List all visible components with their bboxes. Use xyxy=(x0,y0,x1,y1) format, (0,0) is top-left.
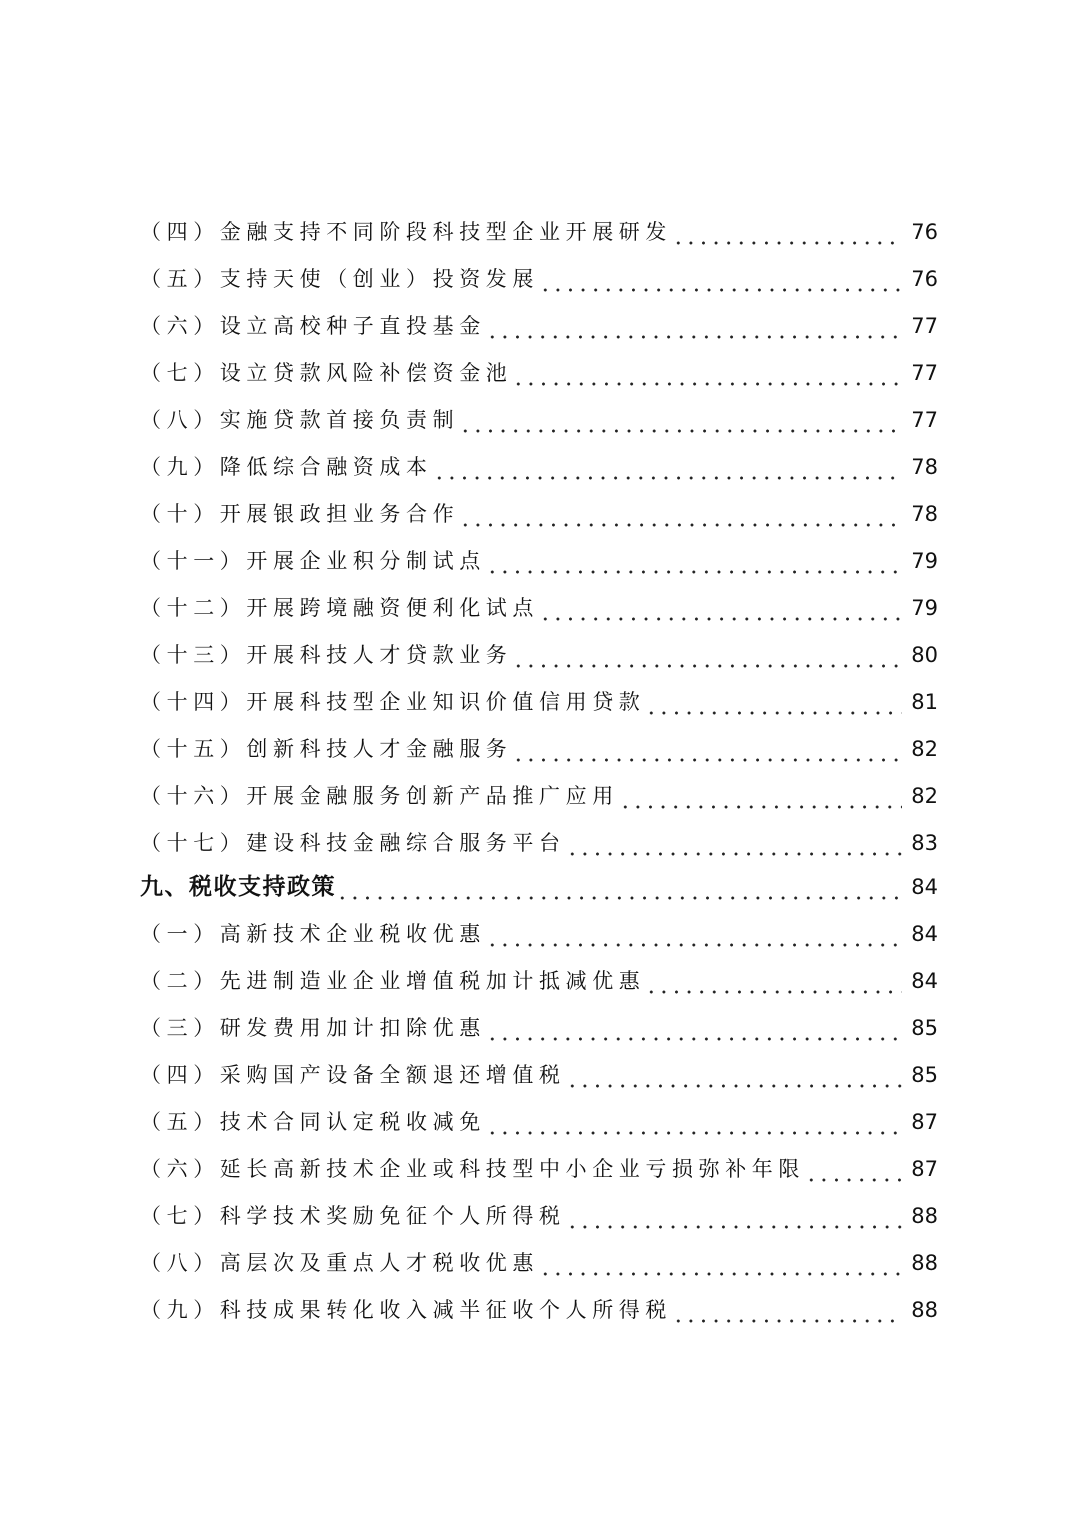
toc-entry[interactable] xyxy=(140,200,938,247)
dot-leader xyxy=(619,781,902,811)
toc-entry[interactable] xyxy=(140,670,938,717)
toc-section-heading[interactable] xyxy=(140,858,938,902)
toc-page-number: 85 xyxy=(911,1063,938,1087)
dot-leader xyxy=(512,734,902,764)
toc-entry[interactable] xyxy=(140,949,938,996)
toc-entry-title: 九、税收支持政策 xyxy=(140,874,336,900)
toc-page-number: 88 xyxy=(911,1251,938,1275)
dot-leader xyxy=(486,1013,902,1043)
toc-entry[interactable] xyxy=(140,1184,938,1231)
toc-page-number: 84 xyxy=(911,922,938,946)
dot-leader xyxy=(566,1060,902,1090)
dot-leader xyxy=(486,311,902,341)
toc-page-number: 81 xyxy=(911,690,938,714)
dot-leader xyxy=(539,1248,902,1278)
toc-entry-title: （十三）开展科技人才贷款业务 xyxy=(140,643,513,667)
dot-leader xyxy=(539,264,902,294)
toc-entry-title: （十）开展银政担业务合作 xyxy=(140,502,460,526)
toc-page-number: 82 xyxy=(911,784,938,808)
toc-entry[interactable] xyxy=(140,1043,938,1090)
toc-page-number: 83 xyxy=(911,831,938,855)
toc-entry-title: （十六）开展金融服务创新产品推广应用 xyxy=(140,784,619,808)
dot-leader xyxy=(512,358,902,388)
toc-entry[interactable] xyxy=(140,529,938,576)
toc-entry[interactable] xyxy=(140,435,938,482)
toc-page-number: 88 xyxy=(911,1204,938,1228)
toc-page-number: 77 xyxy=(911,314,938,338)
toc-entry[interactable] xyxy=(140,388,938,435)
toc-page-number: 87 xyxy=(911,1110,938,1134)
toc-entry[interactable] xyxy=(140,717,938,764)
dot-leader xyxy=(672,1295,902,1325)
dot-leader xyxy=(486,1107,902,1137)
toc-entry[interactable] xyxy=(140,1278,938,1325)
toc-entry-title: （四）采购国产设备全额退还增值税 xyxy=(140,1063,566,1087)
dot-leader xyxy=(486,919,902,949)
toc-entry-title: （五）支持天使（创业）投资发展 xyxy=(140,267,539,291)
dot-leader xyxy=(566,828,902,858)
toc-page-number: 87 xyxy=(911,1157,938,1181)
toc-page-number: 85 xyxy=(911,1016,938,1040)
toc-page-number: 77 xyxy=(911,408,938,432)
dot-leader xyxy=(512,640,902,670)
toc-entry[interactable] xyxy=(140,996,938,1043)
toc-page-number: 84 xyxy=(911,969,938,993)
toc-entry[interactable] xyxy=(140,811,938,858)
dot-leader xyxy=(486,546,902,576)
toc-entry[interactable] xyxy=(140,1137,938,1184)
dot-leader xyxy=(336,872,902,902)
toc-entry[interactable] xyxy=(140,902,938,949)
toc-entry-title: （三）研发费用加计扣除优惠 xyxy=(140,1016,486,1040)
toc-entry-title: （五）技术合同认定税收减免 xyxy=(140,1110,486,1134)
toc-entry-title: （九）降低综合融资成本 xyxy=(140,455,433,479)
dot-leader xyxy=(459,405,902,435)
dot-leader xyxy=(459,499,902,529)
toc-entry-title: （七）科学技术奖励免征个人所得税 xyxy=(140,1204,566,1228)
toc-page-number: 82 xyxy=(911,737,938,761)
toc-entry-title: （十二）开展跨境融资便利化试点 xyxy=(140,596,539,620)
dot-leader xyxy=(805,1154,902,1184)
toc-entry-title: （十五）创新科技人才金融服务 xyxy=(140,737,513,761)
toc-page-number: 78 xyxy=(911,502,938,526)
toc-page-number: 79 xyxy=(911,549,938,573)
toc-page-number: 76 xyxy=(911,220,938,244)
toc-entry-title: （十一）开展企业积分制试点 xyxy=(140,549,486,573)
dot-leader xyxy=(566,1201,902,1231)
toc-entry[interactable] xyxy=(140,1231,938,1278)
toc-entry-title: （八）实施贷款首接负责制 xyxy=(140,408,460,432)
toc-entry[interactable] xyxy=(140,576,938,623)
toc-page-number: 80 xyxy=(911,643,938,667)
dot-leader xyxy=(645,966,902,996)
toc-entry[interactable] xyxy=(140,247,938,294)
toc-entry-title: （六）设立高校种子直投基金 xyxy=(140,314,486,338)
dot-leader xyxy=(672,217,902,247)
dot-leader xyxy=(433,452,902,482)
toc-entry[interactable] xyxy=(140,1090,938,1137)
toc-entry-title: （十四）开展科技型企业知识价值信用贷款 xyxy=(140,690,646,714)
toc-entry[interactable] xyxy=(140,764,938,811)
dot-leader xyxy=(539,593,902,623)
toc-entry[interactable] xyxy=(140,294,938,341)
toc-entry-title: （二）先进制造业企业增值税加计抵减优惠 xyxy=(140,969,646,993)
toc-entry-title: （十七）建设科技金融综合服务平台 xyxy=(140,831,566,855)
toc-entry-title: （八）高层次及重点人才税收优惠 xyxy=(140,1251,539,1275)
toc-entry[interactable] xyxy=(140,341,938,388)
toc-page-number: 88 xyxy=(911,1298,938,1322)
table-of-contents xyxy=(140,200,938,1325)
toc-entry-title: （七）设立贷款风险补偿资金池 xyxy=(140,361,513,385)
toc-entry-title: （四）金融支持不同阶段科技型企业开展研发 xyxy=(140,220,672,244)
toc-entry[interactable] xyxy=(140,482,938,529)
toc-entry-title: （六）延长高新技术企业或科技型中小企业亏损弥补年限 xyxy=(140,1157,805,1181)
toc-page-number: 77 xyxy=(911,361,938,385)
toc-entry-title: （九）科技成果转化收入减半征收个人所得税 xyxy=(140,1298,672,1322)
toc-entry[interactable] xyxy=(140,623,938,670)
toc-page-number: 84 xyxy=(911,875,938,899)
toc-page-number: 78 xyxy=(911,455,938,479)
dot-leader xyxy=(645,687,902,717)
toc-page-number: 79 xyxy=(911,596,938,620)
toc-page-number: 76 xyxy=(911,267,938,291)
toc-entry-title: （一）高新技术企业税收优惠 xyxy=(140,922,486,946)
